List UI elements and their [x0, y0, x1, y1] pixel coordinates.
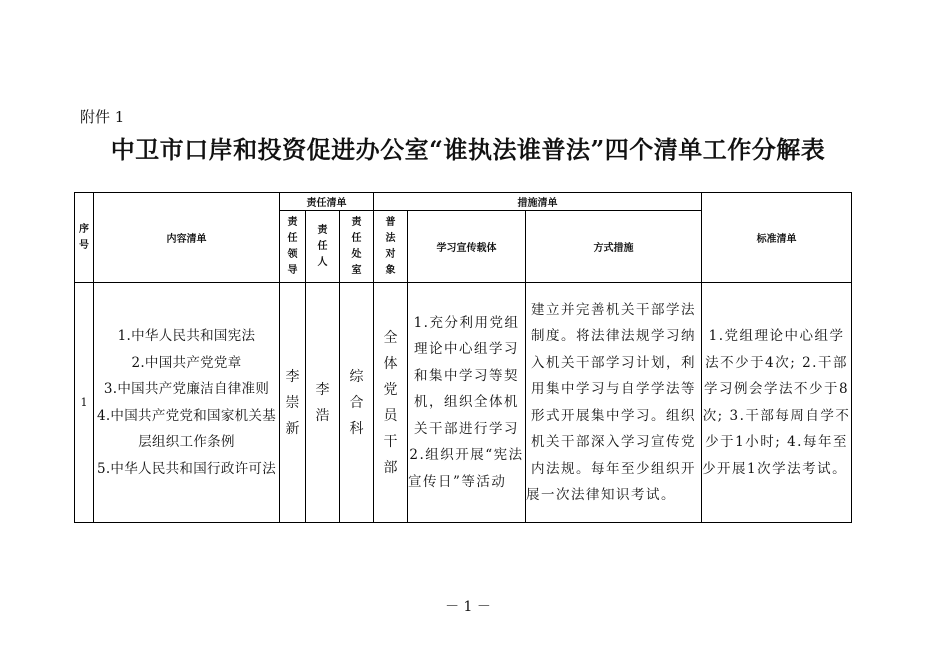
row-standard: 1.党组理论中心组学法不少于4次; 2.干部学习例会学法不少于8次; 3.干部每周自学不少于1小时; 4.每年至少开展1次学法考试。	[702, 283, 852, 523]
row-dept	[340, 283, 374, 523]
header-methods: 方式措施	[526, 211, 702, 283]
header-responsibility: 责任清单	[280, 193, 374, 211]
row-person-text: 李浩	[315, 381, 330, 424]
content-item: 1.中华人民共和国宪法	[117, 328, 256, 344]
header-resp-dept	[340, 211, 374, 283]
row-carrier: 1.充分利用党组理论中心组学习和集中学习等契机，组织全体机关干部进行学习 2.组织开展“宪法宣传日”等活动	[408, 283, 526, 523]
row-leader	[280, 283, 306, 523]
header-content: 内容清单	[94, 193, 280, 283]
row-dept-text: 综合科	[349, 368, 364, 437]
row-methods: 建立并完善机关干部学法制度。将法律法规学习纳入机关干部学习计划，利用集中学习与自学学法等形式开展集中学习。组织机关干部深入学习宣传党内法规。每年至少组织开展一次法律知识考试。	[526, 283, 702, 523]
header-standard: 标准清单	[702, 193, 852, 283]
table-row	[75, 283, 852, 523]
header-target-label: 普法对象	[385, 216, 396, 276]
row-target	[374, 283, 408, 523]
attachment-label: 附件 1	[80, 108, 125, 126]
header-measures: 措施清单	[374, 193, 702, 211]
row-leader-text: 李崇新	[285, 368, 300, 437]
row-target-text: 全体党员干部	[383, 329, 398, 476]
content-item: 4.中国共产党党和国家机关基层组织工作条例	[96, 407, 277, 450]
content-item: 2.中国共产党党章	[131, 354, 242, 371]
header-seq-label: 序号	[79, 223, 89, 251]
header-carrier: 学习宣传载体	[408, 211, 526, 283]
row-person	[306, 283, 340, 523]
header-resp-person	[306, 211, 340, 283]
row-seq: 1	[75, 283, 94, 523]
content-item: 3.中国共产党廉洁自律准则	[103, 381, 270, 397]
header-resp-dept-label: 责任处室	[351, 216, 362, 276]
page-number: － 1 －	[445, 599, 491, 615]
row-content	[94, 283, 280, 523]
header-seq	[75, 193, 94, 283]
content-item: 5.中华人民共和国行政许可法	[96, 460, 277, 477]
decomposition-table	[74, 192, 852, 523]
header-resp-leader-label: 责任领导	[287, 216, 298, 276]
header-target	[374, 211, 408, 283]
document-title: 中卫市口岸和投资促进办公室“谁执法谁普法”四个清单工作分解表	[110, 135, 826, 164]
header-resp-person-label: 责任人	[317, 224, 328, 268]
header-resp-leader	[280, 211, 306, 283]
